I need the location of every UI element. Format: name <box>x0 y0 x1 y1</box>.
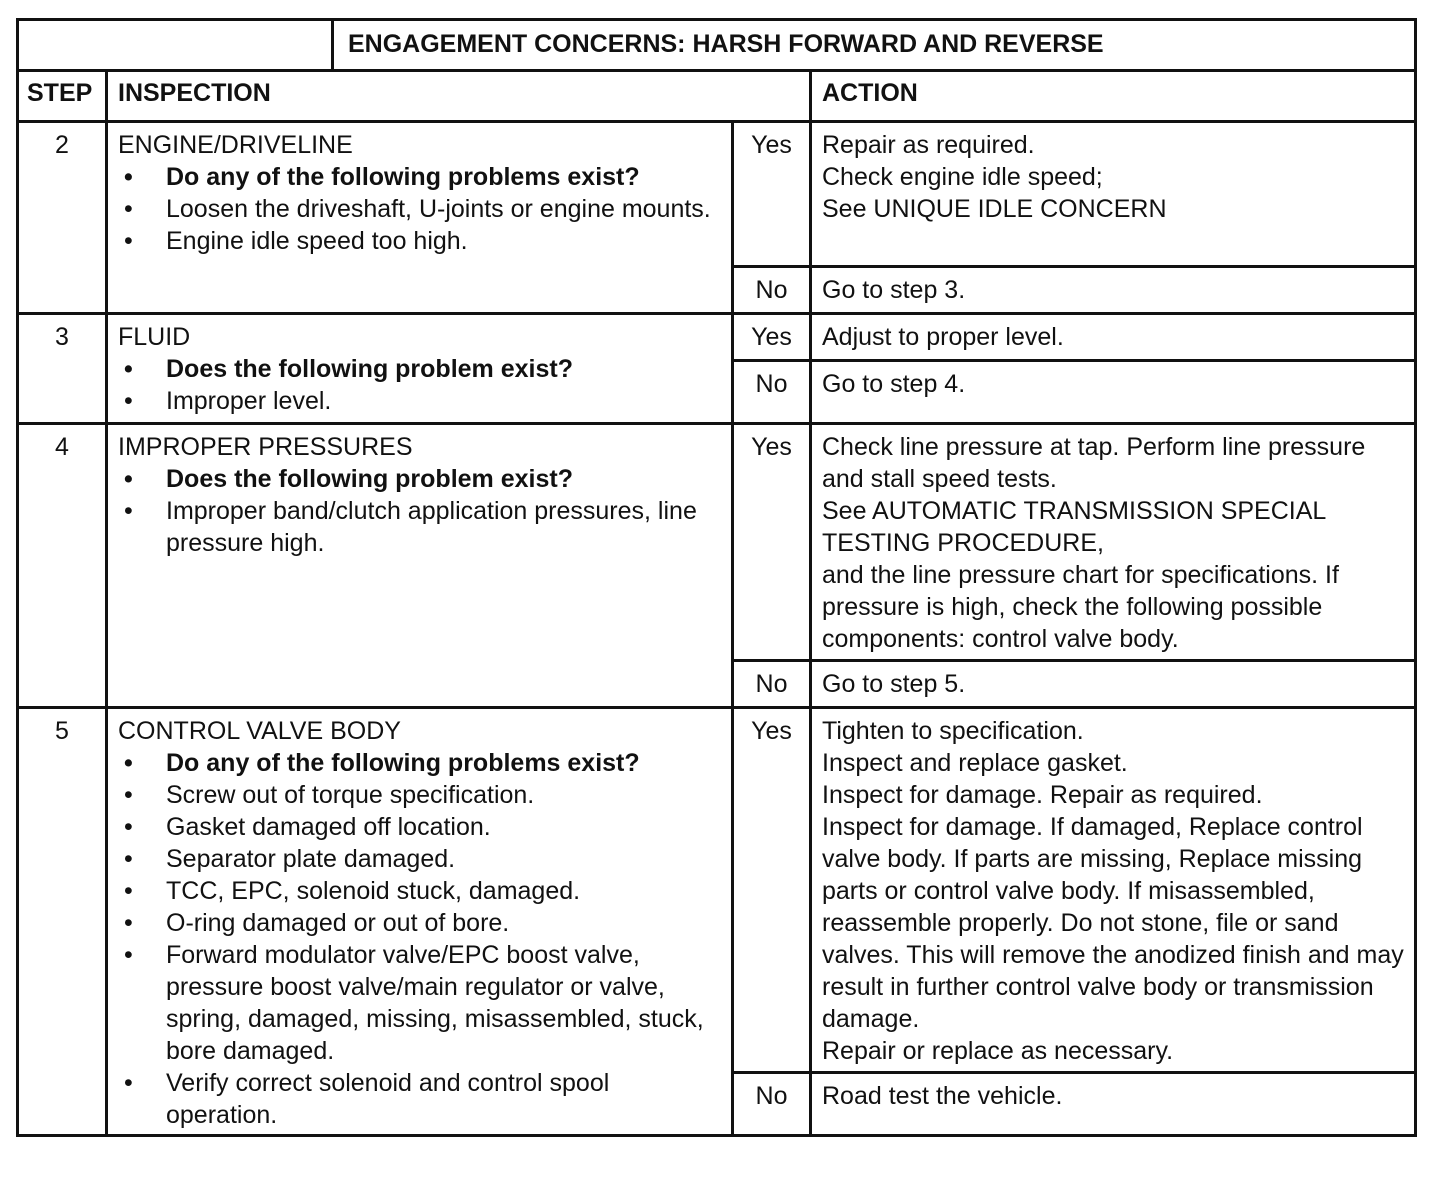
inspection-list <box>118 747 721 1131</box>
inspection-heading: ENGINE/DRIVELINE <box>118 131 353 159</box>
no-action: Road test the vehicle. <box>811 1073 1416 1136</box>
action-line: Inspect for damage. If damaged, Replace control valve body. If parts are missing, Replace missing parts or control valve body. If misassembled, reassemble properly. Do not stone, file or sand valves. This will remove the anodized finish and may result in further control valve body or transmission damage. <box>822 813 1404 1033</box>
action-line: and the line pressure chart for specifications. If pressure is high, check the following possible components: control valve body. <box>822 561 1339 653</box>
header-inspection: INSPECTION <box>107 71 811 122</box>
inspection-question: • Does the following problem exist? <box>118 353 721 385</box>
diagnostic-table <box>16 18 1417 1137</box>
table-title: ENGAGEMENT CONCERNS: HARSH FORWARD AND REVERSE <box>333 20 1416 71</box>
yes-label: Yes <box>733 314 811 361</box>
inspection-item: • O-ring damaged or out of bore. <box>118 907 721 939</box>
table-row <box>18 424 1416 661</box>
header-action: ACTION <box>811 71 1416 122</box>
title-row <box>18 20 1416 71</box>
inspection-question: • Do any of the following problems exist? <box>118 747 721 779</box>
yes-label: Yes <box>733 708 811 1073</box>
yes-label: Yes <box>733 122 811 267</box>
inspection-cell <box>107 708 733 1136</box>
inspection-item: • TCC, EPC, solenoid stuck, damaged. <box>118 875 721 907</box>
yes-action <box>811 122 1416 267</box>
inspection-list <box>118 161 721 257</box>
no-action: Go to step 3. <box>811 267 1416 314</box>
yes-action <box>811 708 1416 1073</box>
inspection-question: • Do any of the following problems exist? <box>118 161 721 193</box>
inspection-list <box>118 353 721 417</box>
action-line: Inspect and replace gasket. <box>822 749 1128 777</box>
action-line: Check engine idle speed; <box>822 163 1103 191</box>
step-number: 5 <box>18 708 107 1136</box>
inspection-item: • Engine idle speed too high. <box>118 225 721 257</box>
inspection-list <box>118 463 721 559</box>
inspection-heading: IMPROPER PRESSURES <box>118 433 413 461</box>
action-line: Repair as required. <box>822 131 1035 159</box>
step-number: 3 <box>18 314 107 424</box>
inspection-heading: CONTROL VALVE BODY <box>118 717 401 745</box>
no-label: No <box>733 361 811 424</box>
inspection-item: • Screw out of torque specification. <box>118 779 721 811</box>
inspection-item: • Improper band/clutch application pressures, line pressure high. <box>118 495 721 559</box>
inspection-item: • Gasket damaged off location. <box>118 811 721 843</box>
inspection-cell <box>107 122 733 314</box>
header-row <box>18 71 1416 122</box>
inspection-item: • Verify correct solenoid and control spool operation. <box>118 1067 721 1131</box>
inspection-cell <box>107 314 733 424</box>
inspection-question: • Does the following problem exist? <box>118 463 721 495</box>
yes-action <box>811 314 1416 361</box>
step-number: 2 <box>18 122 107 314</box>
yes-action <box>811 424 1416 661</box>
action-line: See UNIQUE IDLE CONCERN <box>822 195 1167 223</box>
table-row <box>18 122 1416 267</box>
title-spacer <box>18 20 333 71</box>
no-label: No <box>733 1073 811 1136</box>
inspection-cell <box>107 424 733 708</box>
inspection-item: • Separator plate damaged. <box>118 843 721 875</box>
action-line: See AUTOMATIC TRANSMISSION SPECIAL TESTING PROCEDURE, <box>822 497 1326 557</box>
action-line: Adjust to proper level. <box>822 323 1064 351</box>
inspection-item: • Improper level. <box>118 385 721 417</box>
no-action: Go to step 4. <box>811 361 1416 424</box>
yes-label: Yes <box>733 424 811 661</box>
action-line: Check line pressure at tap. Perform line pressure and stall speed tests. <box>822 433 1366 493</box>
table-row <box>18 708 1416 1073</box>
table-row <box>18 314 1416 361</box>
action-line: Tighten to specification. <box>822 717 1084 745</box>
no-label: No <box>733 661 811 708</box>
action-line: Inspect for damage. Repair as required. <box>822 781 1263 809</box>
no-label: No <box>733 267 811 314</box>
inspection-heading: FLUID <box>118 323 191 351</box>
step-number: 4 <box>18 424 107 708</box>
no-action: Go to step 5. <box>811 661 1416 708</box>
header-step: STEP <box>18 71 107 122</box>
inspection-item: • Forward modulator valve/EPC boost valve, pressure boost valve/main regulator or valve, spring, damaged, missing, misassembled, stuck, bore damaged. <box>118 939 721 1067</box>
action-line: Repair or replace as necessary. <box>822 1037 1174 1065</box>
inspection-item: • Loosen the driveshaft, U-joints or engine mounts. <box>118 193 721 225</box>
